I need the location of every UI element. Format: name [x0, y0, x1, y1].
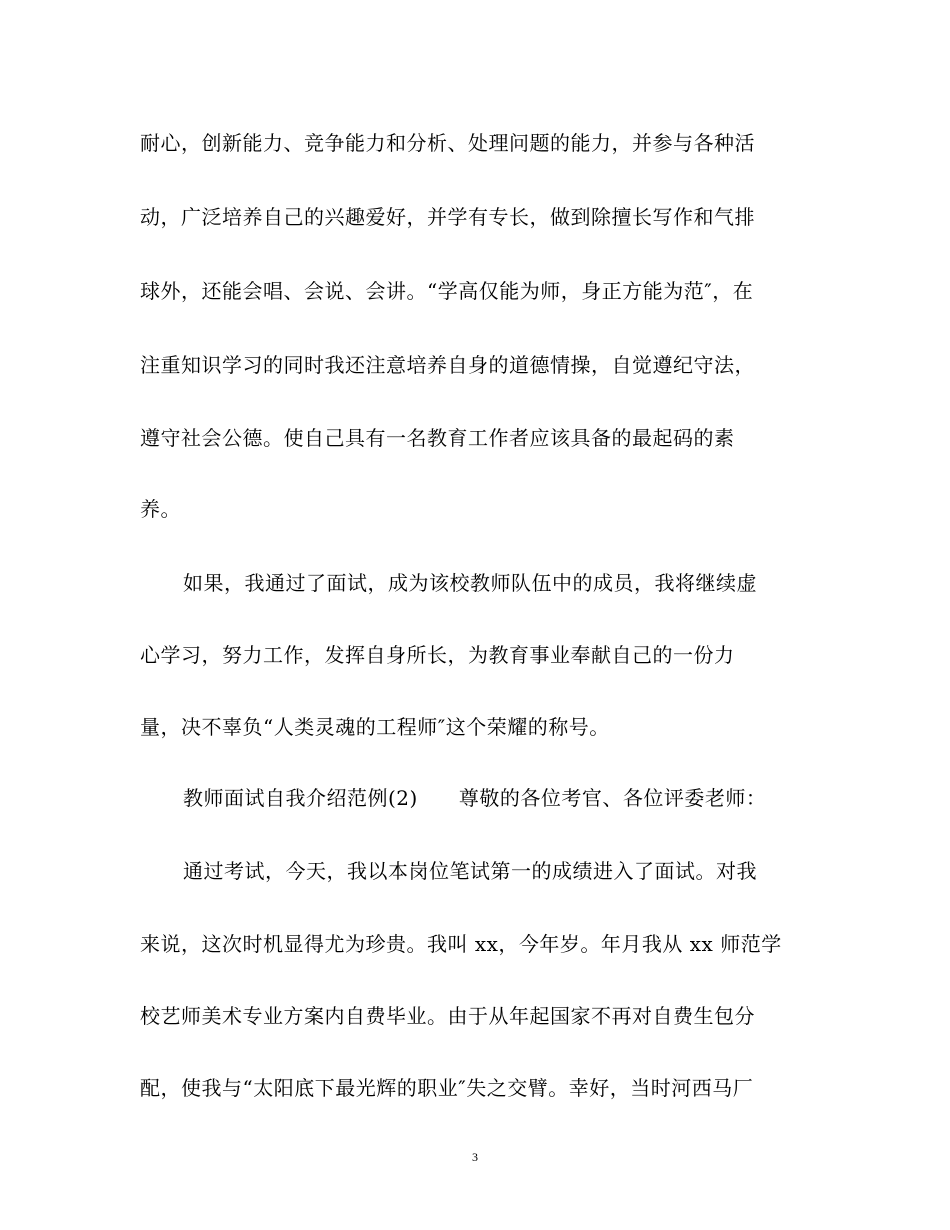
- paragraph-line: 养。: [140, 497, 181, 521]
- paragraph-line: 来说，这次时机显得尤为珍贵。我叫 xx，今年岁。年月我从 xx 师范学: [140, 932, 782, 956]
- paragraph-line: 校艺师美术专业方案内自费毕业。由于从年起国家不再对自费生包分: [140, 1004, 755, 1028]
- paragraph-line: 遵守社会公德。使自己具有一名教育工作者应该具备的最起码的素: [140, 426, 735, 450]
- paragraph-line: 心学习，努力工作，发挥自身所长，为教育事业奉献自己的一份力: [140, 643, 735, 667]
- paragraph-line: 如果，我通过了面试，成为该校教师队伍中的成员，我将继续虚: [183, 571, 757, 595]
- paragraph-line: 注重知识学习的同时我还注意培养自身的道德情操，自觉遵纪守法，: [140, 353, 755, 377]
- paragraph-line: 配，使我与“太阳底下最光辉的职业″失之交臂。幸好，当时河西马厂: [140, 1076, 754, 1100]
- paragraph-line: 动，广泛培养自己的兴趣爱好，并学有专长，做到除擅长写作和气排: [140, 205, 755, 229]
- paragraph-line: 耐心，创新能力、竞争能力和分析、处理问题的能力，并参与各种活: [140, 131, 755, 155]
- paragraph-line: 通过考试，今天，我以本岗位笔试第一的成绩进入了面试。对我: [183, 859, 757, 883]
- paragraph-line: 量，决不辜负“人类灵魂的工程师″这个荣耀的称号。: [140, 715, 610, 739]
- section-heading-line: 教师面试自我介绍范例(2) 尊敬的各位考官、各位评委老师：: [183, 786, 767, 810]
- page-number: 3: [472, 1150, 478, 1164]
- paragraph-line: 球外，还能会唱、会说、会讲。“学高仅能为师，身正方能为范″，在: [140, 279, 754, 303]
